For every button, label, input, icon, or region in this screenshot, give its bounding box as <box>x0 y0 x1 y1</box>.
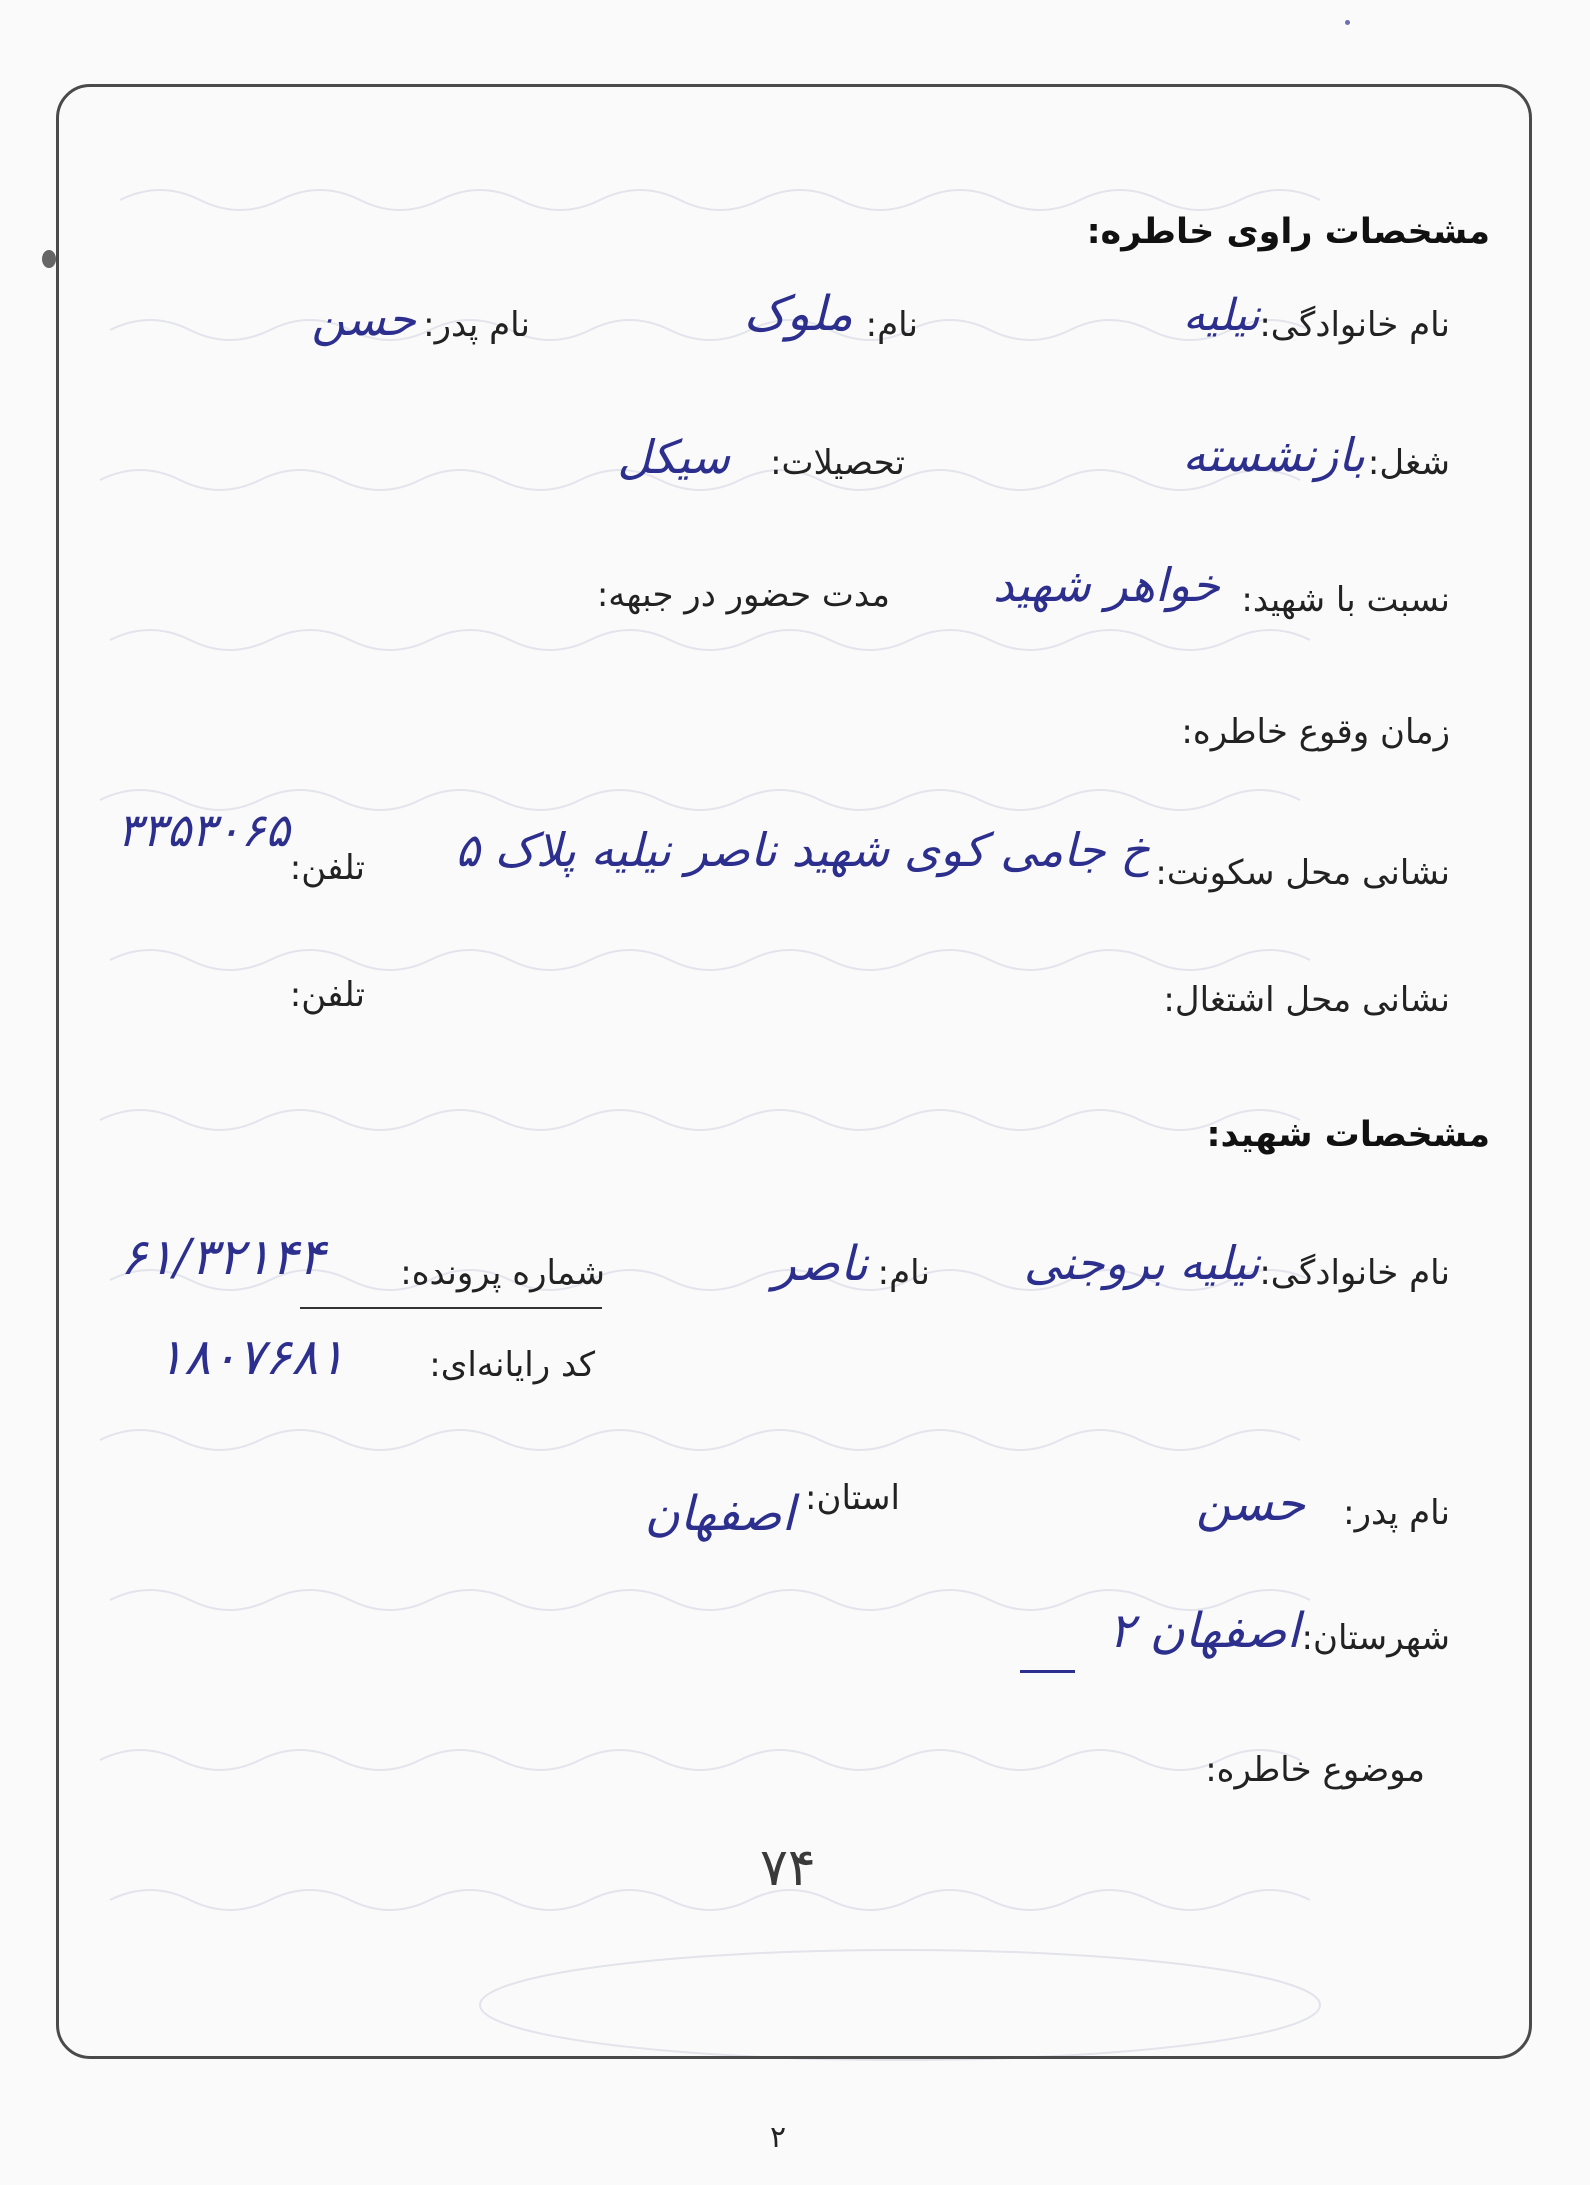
narrator-home-phone-label: تلفن: <box>289 848 365 888</box>
ink-speck <box>1345 20 1350 25</box>
narrator-home-address-value: خ جامی کوی شهید ناصر نیلیه پلاک ۵ <box>455 823 1150 877</box>
file-number-underline <box>300 1307 602 1309</box>
narrator-name-label: نام: <box>865 305 918 345</box>
page-number: ۲ <box>770 2120 787 2155</box>
narrator-duration-label: مدت حضور در جبهه: <box>596 575 890 615</box>
narrator-work-phone-label: تلفن: <box>289 975 365 1015</box>
narrator-time-label: زمان وقوع خاطره: <box>1181 712 1450 752</box>
handwritten-number: ۷۴ <box>760 1838 816 1898</box>
martyr-province-value: اصفهان <box>644 1486 795 1542</box>
narrator-home-phone-value: ۳۳۵۳۰۶۵ <box>117 803 290 857</box>
narrator-father-label: نام پدر: <box>423 305 530 345</box>
narrator-education-label: تحصیلات: <box>770 443 905 483</box>
martyr-code-value: ۱۸۰۷۶۸۱ <box>157 1328 345 1386</box>
narrator-family-value: نیلیه <box>1183 290 1260 341</box>
martyr-topic-label: موضوع خاطره: <box>1205 1750 1425 1790</box>
martyr-city-value: اصفهان ۲ <box>1108 1603 1300 1659</box>
narrator-heading: مشخصات راوی خاطره: <box>1086 212 1490 252</box>
martyr-name-label: نام: <box>877 1253 930 1293</box>
narrator-job-value: بازنشسته <box>1182 428 1365 482</box>
martyr-city-label: شهرستان: <box>1301 1618 1450 1658</box>
narrator-work-address-label: نشانی محل اشتغال: <box>1163 980 1450 1020</box>
city-underline <box>1020 1670 1075 1673</box>
martyr-name-value: ناصر <box>772 1236 868 1292</box>
narrator-education-value: سیکل <box>617 430 730 484</box>
martyr-heading: مشخصات شهید: <box>1206 1115 1490 1155</box>
martyr-family-label: نام خانوادگی: <box>1259 1253 1450 1293</box>
narrator-name-value: ملوک <box>743 286 853 342</box>
martyr-province-label: استان: <box>805 1478 900 1518</box>
martyr-father-value: حسن <box>1195 1476 1305 1532</box>
narrator-home-address-label: نشانی محل سکونت: <box>1155 853 1450 893</box>
narrator-relation-value: خواهر شهید <box>992 558 1220 612</box>
narrator-job-label: شغل: <box>1367 443 1450 483</box>
martyr-code-label: کد رایانه‌ای: <box>429 1345 595 1385</box>
narrator-father-value: حسن <box>311 292 416 346</box>
narrator-family-label: نام خانوادگی: <box>1259 305 1450 345</box>
martyr-father-label: نام پدر: <box>1343 1493 1450 1533</box>
martyr-family-value: نیلیه بروجنی <box>1023 1236 1260 1290</box>
narrator-relation-label: نسبت با شهید: <box>1241 580 1450 620</box>
martyr-file-label: شماره پرونده: <box>400 1253 605 1293</box>
martyr-file-value: ۶۱/۳۲۱۴۴ <box>120 1228 325 1286</box>
ink-speck <box>42 250 56 268</box>
